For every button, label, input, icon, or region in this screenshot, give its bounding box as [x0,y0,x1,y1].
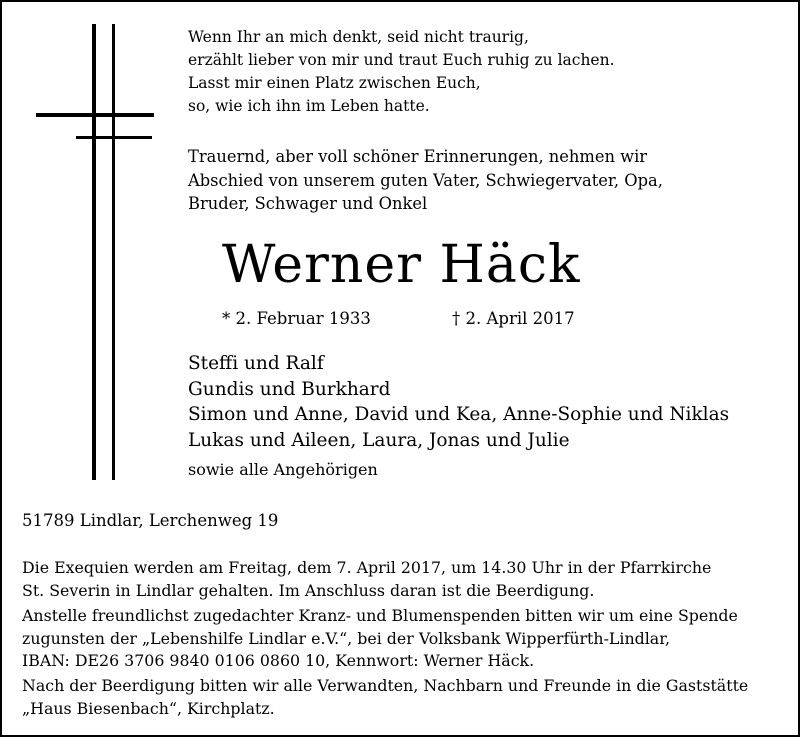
reception-info: Nach der Beerdigung bitten wir alle Verwandten, Nachbarn und Freunde in die Gaststätte „Haus Biesenbach“, Kirchplatz. [22,676,749,718]
death-date: † 2. April 2017 [452,309,575,328]
deceased-name: Werner Häck [222,235,581,295]
funeral-info: Die Exequien werden am Freitag, dem 7. April 2017, um 14.30 Uhr in der Pfarrkirche St. Severin in Lindlar gehalten. Im Anschluss daran ist die Beerdigung. [22,558,712,600]
poem: Wenn Ihr an mich denkt, seid nicht traurig, erzählt lieber von mir und traut Euch ruhig zu lachen. Lasst mir einen Platz zwischen Euch, so, wie ich ihn im Leben hatte. [188,28,615,115]
cross-horizontal-bar-thin [76,136,152,139]
family-list: Steffi und Ralf Gundis und Burkhard Simon und Anne, David und Kea, Anne-Sophie und Niklas Lukas und Aileen, Laura, Jonas und Julie [188,353,730,451]
cross-vertical-bar [92,24,96,480]
address: 51789 Lindlar, Lerchenweg 19 [22,511,279,530]
cross-vertical-bar-thin [112,24,115,480]
birth-date: * 2. Februar 1933 [222,309,371,328]
donation-info: Anstelle freundlichst zugedachter Kranz- und Blumenspenden bitten wir um eine Spende zugunsten der „Lebenshilfe Lindlar e.V.“, bei der Volksbank Wipperfürth-Lindlar, IBAN: DE26 3706 9840 0106 0860 10, Kennwort: Werner Häck. [22,606,738,670]
relatives-line: sowie alle Angehörigen [188,460,378,479]
intro-text: Trauernd, aber voll schöner Erinnerungen, nehmen wir Abschied von unserem guten Vater, Schwiegervater, Opa, Bruder, Schwager und Onkel [188,147,663,213]
cross-horizontal-bar [36,113,154,117]
